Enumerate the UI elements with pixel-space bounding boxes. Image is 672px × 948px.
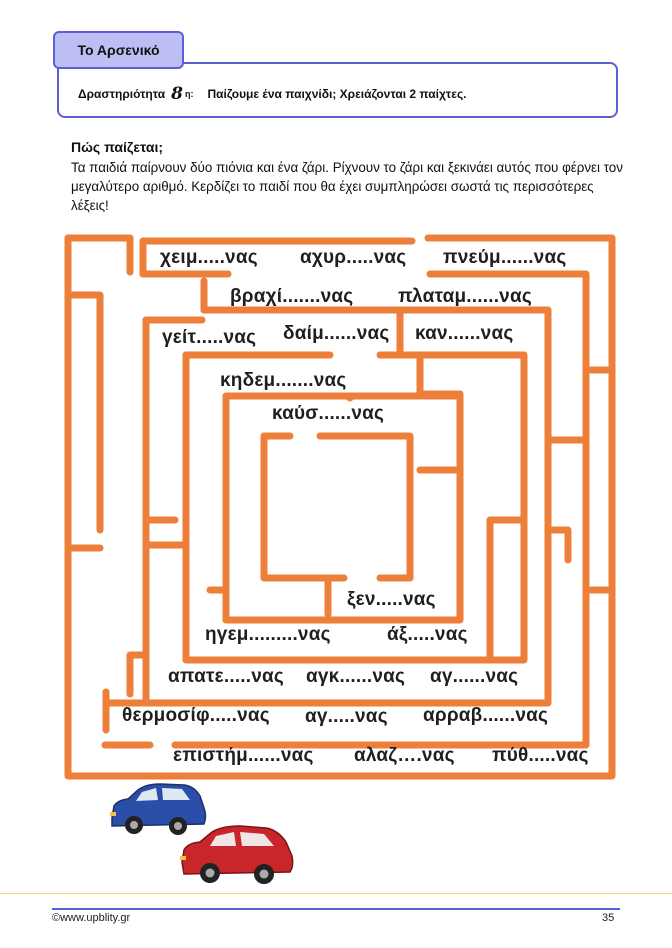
maze-word: άξ.....νας <box>387 624 468 645</box>
maze-word: πύθ.....νας <box>492 745 589 766</box>
page-number: 35 <box>602 912 615 924</box>
maze-word: βραχί.......νας <box>230 286 354 307</box>
maze-word: πνεύμ......νας <box>443 247 567 268</box>
maze-word: επιστήμ......νας <box>173 745 314 766</box>
instructions-text: Τα παιδιά παίρνουν δύο πιόνια και ένα ζάρι. Ρίχνουν το ζάρι και ξεκινάει αυτός που φέρνει τον μεγαλύτερο αριθμό. Κερδίζει το παιδί που θα έχει συμπληρώσει σωστά τις περισσότερες λέξεις! <box>71 160 623 213</box>
blue-car-icon <box>110 784 206 835</box>
activity-description: Παίζουμε ένα παιχνίδι; Χρειάζονται 2 παίχτες. <box>207 87 467 101</box>
maze-word: απατε.....νας <box>168 666 284 687</box>
maze-word: καν......νας <box>415 323 514 344</box>
maze-word: αχυρ.....νας <box>300 247 407 268</box>
maze-word: καύσ......νας <box>272 403 385 424</box>
maze-word: ηγεμ.........νας <box>205 624 331 645</box>
maze-word: κηδεμ.......νας <box>220 370 347 391</box>
maze-word: θερμοσίφ.....νας <box>122 705 270 726</box>
maze-word: αρραβ......νας <box>423 705 549 726</box>
activity-number: 8 <box>171 84 184 104</box>
maze-word: αγ.....νας <box>305 706 388 727</box>
maze-word: γείτ.....νας <box>162 327 257 348</box>
maze-word: αγ......νας <box>430 666 519 687</box>
maze-word: αλαζ….νας <box>354 745 455 766</box>
red-car-icon <box>180 826 293 884</box>
activity-suffix: η: <box>185 89 194 99</box>
maze-word: ξεν.....νας <box>347 589 436 610</box>
maze-word: αγκ......νας <box>306 666 406 687</box>
activity-label: Δραστηριότητα <box>78 87 166 101</box>
maze-word: πλαταμ......νας <box>398 286 532 307</box>
activity-line <box>78 84 467 104</box>
section-title: Το Αρσενικό <box>53 31 184 69</box>
maze-word: δαίμ......νας <box>283 323 390 344</box>
maze-word: χειμ.....νας <box>160 247 258 268</box>
instructions-title: Πώς παίζεται; <box>71 139 164 155</box>
footer-site: ©www.upblity.gr <box>52 912 131 924</box>
